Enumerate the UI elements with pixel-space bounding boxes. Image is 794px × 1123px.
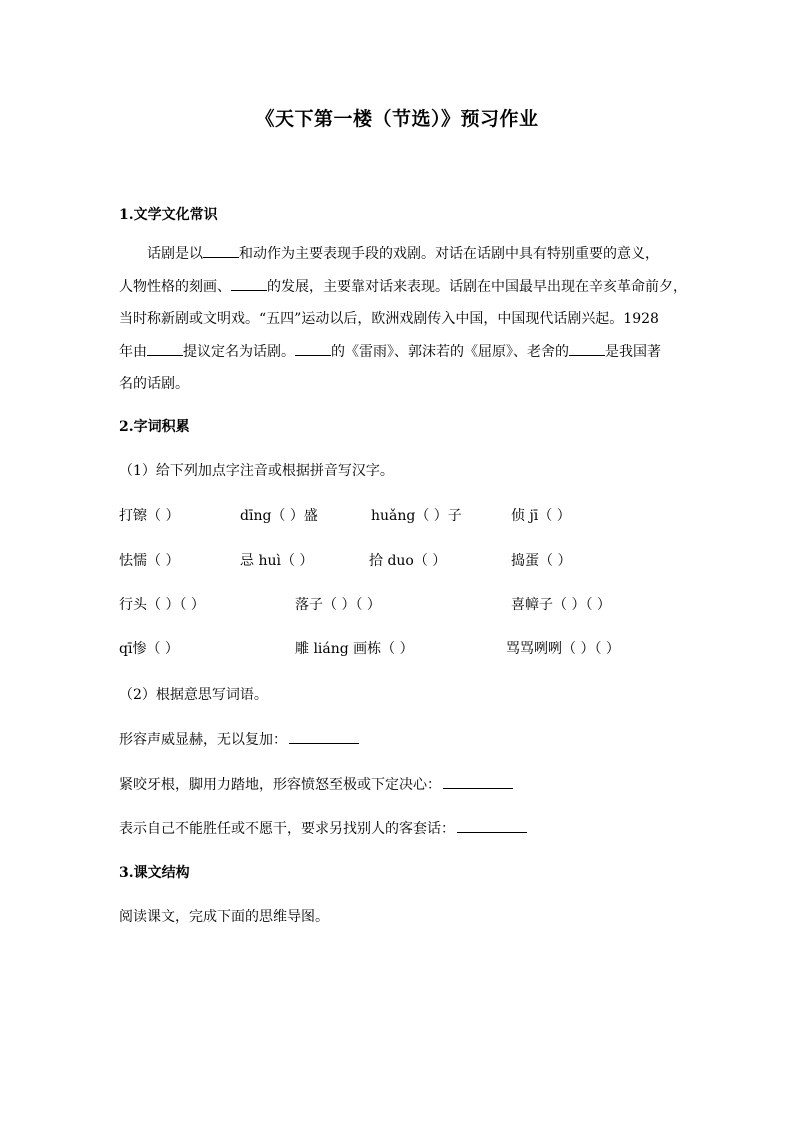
text-span: 的发展，主要靠对话来表现。话剧在中国最早出现在辛亥革命前夕， xyxy=(267,278,687,295)
item-cell: dīng（ ）盛 xyxy=(240,508,318,524)
item-cell: 怯懦（ ） xyxy=(119,553,180,569)
section3-heading: 3.课文结构 xyxy=(119,865,190,881)
item-cell: 喜幛子（ ）（ ） xyxy=(511,597,611,613)
item-cell: 落子（ ）（ ） xyxy=(295,597,381,613)
section1-heading: 1.文学文化常识 xyxy=(119,207,218,223)
item-cell: 行头（ ）（ ） xyxy=(119,597,205,613)
definition-row xyxy=(119,818,527,838)
text-span: 人物性格的刻画、 xyxy=(119,278,231,295)
definition-text: 紧咬牙根，脚用力踏地，形容愤怒至极或下定决心： xyxy=(119,777,441,793)
para-line-1 xyxy=(119,238,679,271)
blank-line[interactable] xyxy=(203,243,239,258)
item-cell: 捣蛋（ ） xyxy=(511,553,572,569)
item-cell: 骂骂咧咧（ ）（ ） xyxy=(506,641,620,657)
item-cell: huǎng（ ）子 xyxy=(371,508,462,524)
text-span: 当时称新剧或文明戏。“五四”运动以后，欧洲戏剧传入中国，中国现代话剧兴起。1928 xyxy=(119,311,659,327)
answer-blank[interactable] xyxy=(289,729,359,744)
text-span: 名的话剧。 xyxy=(119,376,189,392)
item-cell: 雕 liáng 画栋（ ） xyxy=(295,641,414,657)
definition-row xyxy=(119,729,359,749)
definition-text: 表示自己不能胜任或不愿干，要求另找别人的客套话： xyxy=(119,821,455,837)
section1-paragraph xyxy=(119,238,687,401)
para-line-5 xyxy=(119,368,679,401)
para-line-3 xyxy=(119,303,679,336)
text-span: 话剧是以 xyxy=(147,246,203,262)
section3-text: 阅读课文，完成下面的思维导图。 xyxy=(119,909,329,925)
item-cell: 侦 jī（ ） xyxy=(511,508,571,524)
page-title: 《天下第一楼（节选）》预习作业 xyxy=(255,108,539,130)
item-cell: 拾 duo（ ） xyxy=(369,553,447,569)
item-cell: 忌 huì（ ） xyxy=(240,553,314,569)
definition-text: 形容声威显赫，无以复加： xyxy=(119,732,287,748)
answer-blank[interactable] xyxy=(457,818,527,833)
text-span: 是我国著 xyxy=(605,343,661,360)
blank-line[interactable] xyxy=(147,341,183,356)
section2-heading: 2.字词积累 xyxy=(119,419,190,435)
text-span: 和动作为主要表现手段的戏剧。对话在话剧中具有特别重要的意义， xyxy=(239,246,659,262)
blank-line[interactable] xyxy=(295,341,331,356)
text-span: 年由 xyxy=(119,343,147,360)
definition-row xyxy=(119,774,513,794)
text-span: 的《雷雨》、郭沫若的《屈原》、老舍的 xyxy=(331,343,569,360)
item-cell: 打镲（ ） xyxy=(119,508,180,524)
text-span: 提议定名为话剧。 xyxy=(183,343,295,360)
answer-blank[interactable] xyxy=(443,774,513,789)
para-line-2 xyxy=(119,271,687,304)
section2-sub1: （1）给下列加点字注音或根据拼音写汉字。 xyxy=(119,463,394,479)
blank-line[interactable] xyxy=(569,341,605,356)
section2-sub2: （2）根据意思写词语。 xyxy=(119,687,268,703)
blank-line[interactable] xyxy=(231,276,267,291)
para-line-4 xyxy=(119,336,679,369)
item-cell: qī惨（ ） xyxy=(119,641,179,657)
